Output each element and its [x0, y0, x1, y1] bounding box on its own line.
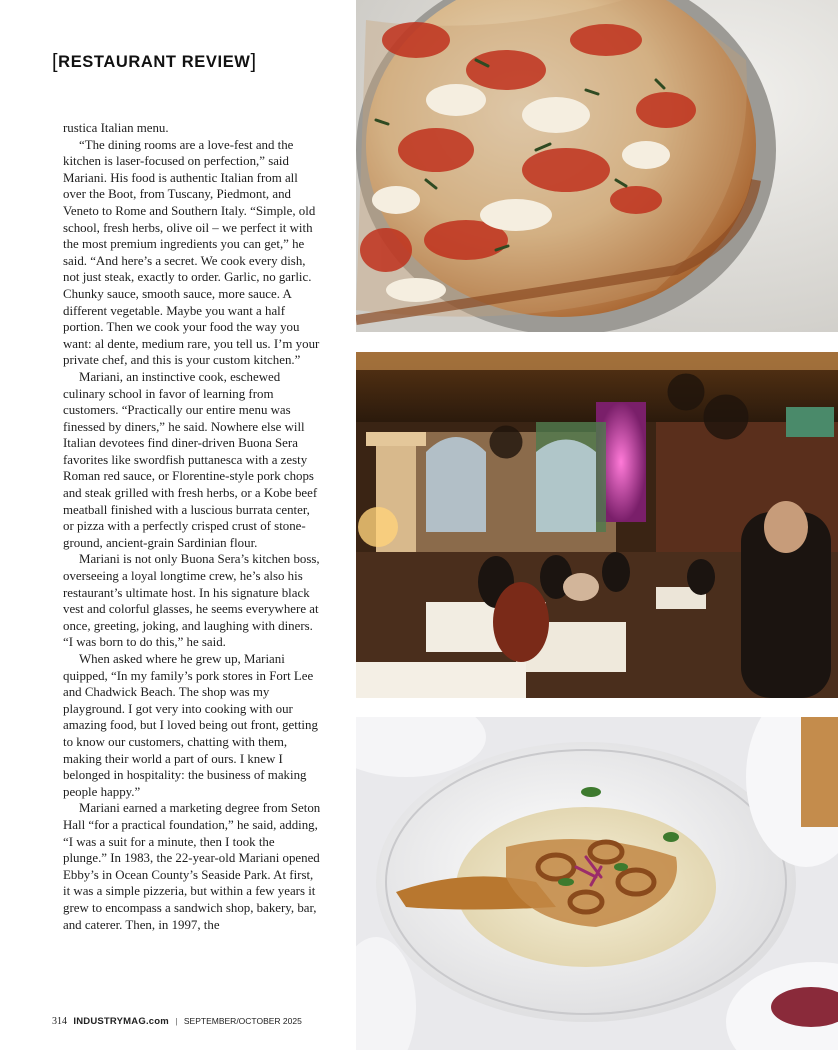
- article-paragraph-1: rustica Italian menu.: [63, 121, 169, 135]
- article-paragraph-3: Mariani, an instinctive cook, eschewed culinary school in favor of learning from customers. “Practically our entire menu was finessed by diners,” he said. Nowhere else will Italian devotees find diner-driven Buona Sera favorites like swordfish puttanesca with a zesty Roman red sauce, or Florentine-style pork chops and steak grilled with fresh herbs, or a Kobe beef meatball finished with a luscious burrata center, or pizza with a perfectly crisped crust of stone-ground, ancient-grain Sardinian flour.: [63, 369, 318, 550]
- article-paragraph-5: When asked where he grew up, Mariani quipped, “In my family’s pork stores in Fort Lee and Chadwick Beach. The shop was my playground. I got very into cooking with our amazing food, but I loved being out front, getting to know our customers, chatting with them, making their world a part of ours. I knew I belonged in hospitality: the business of making people happy.”: [63, 652, 318, 799]
- dining-room-photo: [356, 352, 838, 698]
- bracket-close: ]: [250, 51, 257, 73]
- article-paragraph-4: Mariani is not only Buona Sera’s kitchen boss, overseeing a loyal longtime crew, he’s also his restaurant’s ultimate host. In his signature black vest and colorful glasses, he seems everywhere at once, greeting, joking, and laughing with diners. “I was born to do this,” he said.: [63, 552, 320, 650]
- footer-separator: |: [175, 1016, 178, 1026]
- chicken-dish-photo: [356, 717, 838, 1050]
- section-label-text: RESTAURANT REVIEW: [58, 53, 251, 71]
- article-paragraph-2: “The dining rooms are a love-fest and the kitchen is laser-focused on perfection,” said Mariani. His food is authentic Italian from all over the Boot, from Tuscany, Piedmont, and Veneto to Rome and Southern Italy. “Simple, old school, fresh herbs, olive oil – we perfect it with the most premium ingredients you can get,” he said. “And here’s a secret. We cook every dish, not just steak, exactly to order. Garlic, no garlic. Chunky sauce, smooth sauce, more sauce. A different vegetable. Maybe you want a half portion. Then we cook your food the way you want: al dente, medium rare, you tell us. I’m your private chef, and this is your custom kitchen.”: [63, 137, 320, 368]
- bracket-open: [: [52, 51, 59, 73]
- footer-issue: SEPTEMBER/OCTOBER 2025: [183, 1016, 302, 1026]
- article-body: [63, 120, 321, 933]
- chicken-dish-photo-art: [356, 717, 838, 1050]
- page-footer: [52, 1016, 302, 1027]
- pizza-photo: [356, 0, 838, 332]
- article-paragraph-6: Mariani earned a marketing degree from Seton Hall “for a practical foundation,” he said, adding, “I was a suit for a minute, then I took the plunge.” In 1983, the 22-year-old Mariani opened Ebby’s in Ocean County’s Seaside Park. At first, it was a simple pizzeria, but within a few years it grew to encompass a sandwich shop, bakery, bar, and caterer. Then, in 1997, the: [63, 801, 321, 932]
- page-number: 314: [52, 1016, 67, 1027]
- section-label: [52, 50, 257, 73]
- footer-site: INDUSTRYMAG.com: [73, 1016, 169, 1027]
- pizza-photo-art: [356, 0, 838, 332]
- dining-room-photo-art: [356, 352, 838, 698]
